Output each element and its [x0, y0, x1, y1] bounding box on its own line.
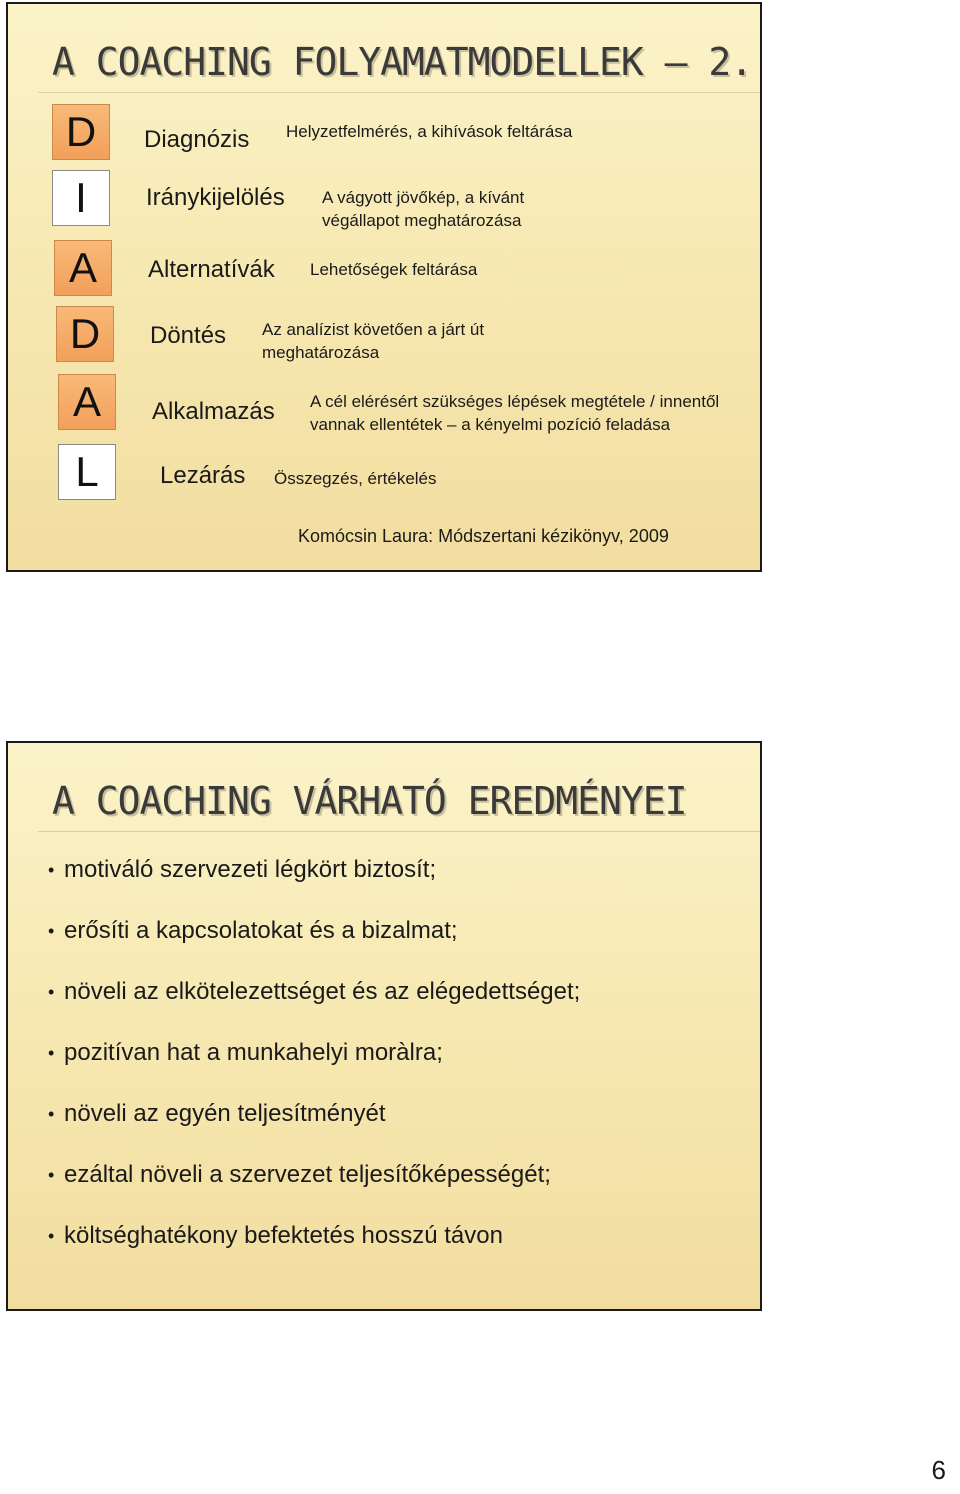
list-item [48, 855, 580, 916]
letter-box-i: I [52, 170, 110, 226]
list-item [48, 916, 580, 977]
list-item [48, 1099, 580, 1160]
desc-lezaras: Összegzés, értékelés [274, 469, 437, 488]
slide-title: A COACHING FOLYAMATMODELLEK – 2. [52, 40, 753, 84]
letter-box-d2: D [56, 306, 114, 362]
desc-iranykijeloles: A vágyott jövőkép, a kívánt végállapot meghatározása [322, 188, 525, 230]
stage-dontes: Döntés [150, 322, 227, 349]
list-item-text: növeli az egyén teljesítményét [64, 1100, 386, 1127]
slide-title: A COACHING VÁRHATÓ EREDMÉNYEI [52, 779, 687, 823]
list-item-text: költséghatékony befektetés hosszú távon [64, 1222, 503, 1249]
letter-box-a2: A [58, 374, 116, 430]
page-number: 6 [931, 1455, 946, 1485]
title-divider [38, 831, 760, 832]
letter-box-l: L [58, 444, 116, 500]
stage-diagnozis: Diagnózis [144, 126, 250, 153]
stage-alkalmazas: Alkalmazás [152, 398, 275, 425]
results-list [48, 855, 580, 1282]
slide-coaching-expected-results [6, 741, 762, 1311]
desc-alternativak: Lehetőségek feltárása [310, 260, 478, 279]
slide-coaching-process-model [6, 2, 762, 572]
desc-diagnozis: Helyzetfelmérés, a kihívások feltárása [286, 122, 573, 141]
list-item-text: ezáltal növeli a szervezet teljesítőképességét; [64, 1161, 551, 1188]
list-item [48, 1038, 580, 1099]
stage-iranykijeloles: Iránykijelölés [146, 184, 285, 211]
desc-alkalmazas: A cél elérésért szükséges lépések megtétele / innentől vannak ellentétek – a kényelmi pozíció feladása [310, 392, 720, 434]
stage-lezaras: Lezárás [160, 462, 246, 489]
list-item [48, 1160, 580, 1221]
title-divider [38, 92, 760, 93]
list-item-text: erősíti a kapcsolatokat és a bizalmat; [64, 917, 458, 944]
desc-dontes: Az analízist követően a járt út meghatározása [262, 320, 485, 362]
list-item-text: növeli az elkötelezettséget és az elégedettséget; [64, 978, 581, 1005]
list-item-text: motiváló szervezeti légkört biztosít; [64, 856, 437, 883]
source-citation: Komócsin Laura: Módszertani kézikönyv, 2009 [298, 526, 669, 546]
list-item-text: pozitívan hat a munkahelyi moràlra; [64, 1039, 443, 1066]
stage-alternativak: Alternatívák [148, 256, 275, 283]
list-item [48, 1221, 580, 1282]
letter-box-a1: A [54, 240, 112, 296]
letter-box-d1: D [52, 104, 110, 160]
list-item [48, 977, 580, 1038]
